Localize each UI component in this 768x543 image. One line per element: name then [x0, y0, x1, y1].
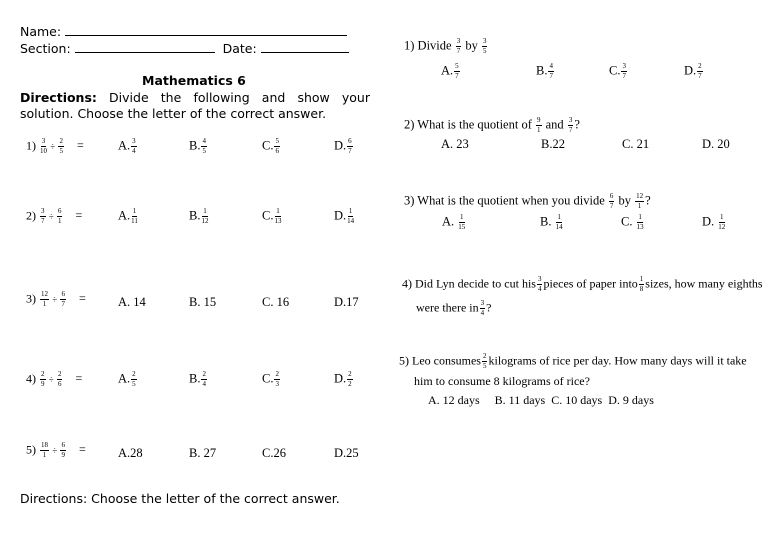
q4-text-4: were there in [416, 300, 479, 315]
left-q1-option-a[interactable]: A. $\frac{3}{4}$ [118, 137, 136, 155]
q1-by: by [465, 38, 478, 53]
fraction: $\frac{1}{15}$ [458, 213, 466, 231]
left-q5-option-b[interactable]: B. 27 [189, 446, 217, 460]
q3-option-c[interactable]: C. $\frac{1}{13}$ [621, 213, 644, 231]
q1-option-a[interactable]: A. $\frac{5}{7}$ [441, 62, 459, 80]
q3-option-a[interactable]: A. $\frac{1}{15}$ [442, 213, 466, 231]
fraction: $\frac{5}{6}$ [275, 137, 279, 155]
equals-sign: = [78, 291, 86, 306]
fraction: $\frac{1}{13}$ [636, 213, 644, 231]
q4-text-5: ? [486, 300, 492, 315]
equals-sign: = [78, 442, 86, 457]
q4-text-1: 4) Did Lyn decide to cut his [402, 276, 536, 291]
fraction: $\frac{1}{13}$ [274, 207, 282, 225]
left-q3-option-a[interactable]: A. 14 [118, 295, 146, 309]
q3-option-b[interactable]: B. $\frac{1}{14}$ [540, 213, 563, 231]
fraction: $\frac{1}{14}$ [555, 213, 563, 231]
left-q1-option-b[interactable]: B. $\frac{4}{5}$ [189, 137, 206, 155]
right-question-2 [404, 117, 580, 134]
fraction: $\frac{6}{1}$ [57, 207, 62, 225]
fraction: $\frac{3}{4}$ [132, 137, 136, 155]
q4-frac-2: $\frac{1}{8}$ [639, 275, 644, 293]
fraction: $\frac{2}{3}$ [275, 370, 279, 388]
question-number: 4) [26, 371, 39, 386]
fraction: $\frac{2}{4}$ [202, 370, 206, 388]
q2-option-b[interactable]: B.22 [541, 137, 565, 151]
left-q2-option-d[interactable]: D. $\frac{1}{14}$ [334, 207, 355, 225]
q5-options[interactable]: A. 12 days B. 11 days C. 10 days D. 9 days [428, 393, 654, 407]
q4-frac-1: $\frac{3}{4}$ [537, 275, 542, 293]
right-question-4-line1 [402, 276, 763, 293]
name-line [20, 24, 347, 39]
q2-option-c[interactable]: C. 21 [622, 137, 650, 151]
q4-text-3: sizes, how many eighths [645, 276, 763, 291]
q1-option-b[interactable]: B. $\frac{4}{7}$ [536, 62, 553, 80]
left-q4-option-a[interactable]: A. $\frac{2}{5}$ [118, 370, 136, 388]
fraction: $\frac{6}{7}$ [348, 137, 352, 155]
left-question-5 [26, 442, 86, 459]
directions [20, 90, 370, 122]
q5-frac: $\frac{2}{5}$ [482, 352, 487, 370]
q1-frac-a: $\frac{3}{7}$ [456, 37, 461, 55]
right-question-4-line2 [416, 300, 491, 317]
left-question-1 [26, 138, 84, 155]
directions-text: Divide the following and show your solution. Choose the letter of the correct answer. [20, 90, 370, 121]
q1-option-d[interactable]: D. $\frac{2}{7}$ [684, 62, 702, 80]
q2-option-a[interactable]: A. 23 [441, 137, 469, 151]
fraction: $\frac{2}{5}$ [59, 137, 63, 155]
q2-frac-a: $\frac{9}{1}$ [537, 116, 541, 134]
q3-frac-a: $\frac{6}{7}$ [609, 192, 614, 210]
fraction: $\frac{3}{7}$ [41, 207, 45, 225]
q2-text: 2) What is the quotient of [404, 117, 532, 132]
date-blank[interactable] [261, 42, 349, 53]
directions-bold: Directions: [20, 90, 97, 105]
fraction: $\frac{4}{7}$ [549, 62, 553, 80]
divide-sign: ÷ [50, 294, 60, 305]
fraction: $\frac{2}{7}$ [698, 62, 702, 80]
fraction: $\frac{2}{9}$ [41, 370, 45, 388]
fraction: $\frac{5}{7}$ [455, 62, 459, 80]
fraction: $\frac{18}{1}$ [41, 441, 48, 459]
fraction: $\frac{2}{5}$ [132, 370, 136, 388]
left-q5-option-d[interactable]: D.25 [334, 446, 359, 460]
q2-option-d[interactable]: D. 20 [702, 137, 730, 151]
equals-sign: = [75, 371, 83, 386]
q5-text-2: kilograms of rice per day. How many days will it take [488, 353, 747, 368]
right-question-5-line1 [399, 353, 747, 370]
q4-text-2: pieces of paper into [543, 276, 638, 291]
name-label: Name: [20, 24, 62, 39]
section-line [20, 41, 349, 56]
fraction: $\frac{1}{14}$ [347, 207, 355, 225]
q3-frac-b: $\frac{12}{1}$ [636, 192, 644, 210]
question-number: 3) [26, 291, 39, 306]
q1-frac-b: $\frac{3}{5}$ [482, 37, 487, 55]
q4-frac-3: $\frac{3}{4}$ [480, 299, 485, 317]
page-title: Mathematics 6 [142, 73, 246, 88]
left-q2-option-b[interactable]: B. $\frac{1}{12}$ [189, 207, 209, 225]
fraction: $\frac{12}{1}$ [41, 290, 48, 308]
fraction: $\frac{1}{11}$ [131, 207, 138, 225]
q3-by: by [618, 193, 632, 208]
divide-sign: ÷ [46, 211, 56, 222]
q2-qmark: ? [574, 117, 580, 132]
left-q3-option-c[interactable]: C. 16 [262, 295, 290, 309]
equals-sign: = [75, 208, 83, 223]
footer-directions: Directions: Choose the letter of the correct answer. [20, 491, 340, 506]
right-question-3 [404, 193, 651, 210]
left-q1-option-c[interactable]: C. $\frac{5}{6}$ [262, 137, 279, 155]
fraction: $\frac{1}{12}$ [718, 213, 726, 231]
q5-text-1: 5) Leo consumes [399, 353, 481, 368]
q3-qmark: ? [645, 193, 651, 208]
fraction: $\frac{3}{7}$ [622, 62, 626, 80]
equals-sign: = [76, 138, 84, 153]
name-blank[interactable] [65, 25, 347, 36]
right-question-5-line2: him to consume 8 kilograms of rice? [414, 374, 590, 388]
left-q4-option-b[interactable]: B. $\frac{2}{4}$ [189, 370, 206, 388]
left-q2-option-a[interactable]: A. $\frac{1}{11}$ [118, 207, 138, 225]
divide-sign: ÷ [46, 374, 56, 385]
question-number: 5) [26, 442, 39, 457]
left-question-2 [26, 208, 82, 225]
fraction: $\frac{2}{6}$ [57, 370, 62, 388]
q2-and: and [545, 117, 564, 132]
q3-option-d[interactable]: D. $\frac{1}{12}$ [702, 213, 726, 231]
question-number: 1) [26, 138, 39, 153]
fraction: $\frac{1}{12}$ [201, 207, 209, 225]
left-question-3 [26, 291, 86, 308]
q1-text: 1) Divide [404, 38, 452, 53]
date-label: Date: [222, 41, 257, 56]
left-question-4 [26, 371, 82, 388]
fraction: $\frac{6}{9}$ [61, 441, 65, 459]
left-q4-option-c[interactable]: C. $\frac{2}{3}$ [262, 370, 279, 388]
q3-text: 3) What is the quotient when you divide [404, 193, 605, 208]
divide-sign: ÷ [48, 141, 58, 152]
fraction: $\frac{3}{10}$ [40, 137, 47, 155]
left-q1-option-d[interactable]: D. $\frac{6}{7}$ [334, 137, 352, 155]
left-q2-option-c[interactable]: C. $\frac{1}{13}$ [262, 207, 282, 225]
left-q3-option-b[interactable]: B. 15 [189, 295, 217, 309]
fraction: $\frac{4}{5}$ [202, 137, 206, 155]
section-label: Section: [20, 41, 71, 56]
left-q5-option-c[interactable]: C.26 [262, 446, 286, 460]
fraction: $\frac{2}{2}$ [348, 370, 352, 388]
right-question-1 [404, 38, 488, 55]
question-number: 2) [26, 208, 39, 223]
left-q3-option-d[interactable]: D.17 [334, 295, 359, 309]
section-blank[interactable] [75, 42, 215, 53]
q2-frac-b: $\frac{3}{7}$ [568, 116, 573, 134]
left-q4-option-d[interactable]: D. $\frac{2}{2}$ [334, 370, 352, 388]
left-q5-option-a[interactable]: A.28 [118, 446, 143, 460]
fraction: $\frac{6}{7}$ [61, 290, 65, 308]
divide-sign: ÷ [50, 445, 60, 456]
q1-option-c[interactable]: C. $\frac{3}{7}$ [609, 62, 626, 80]
